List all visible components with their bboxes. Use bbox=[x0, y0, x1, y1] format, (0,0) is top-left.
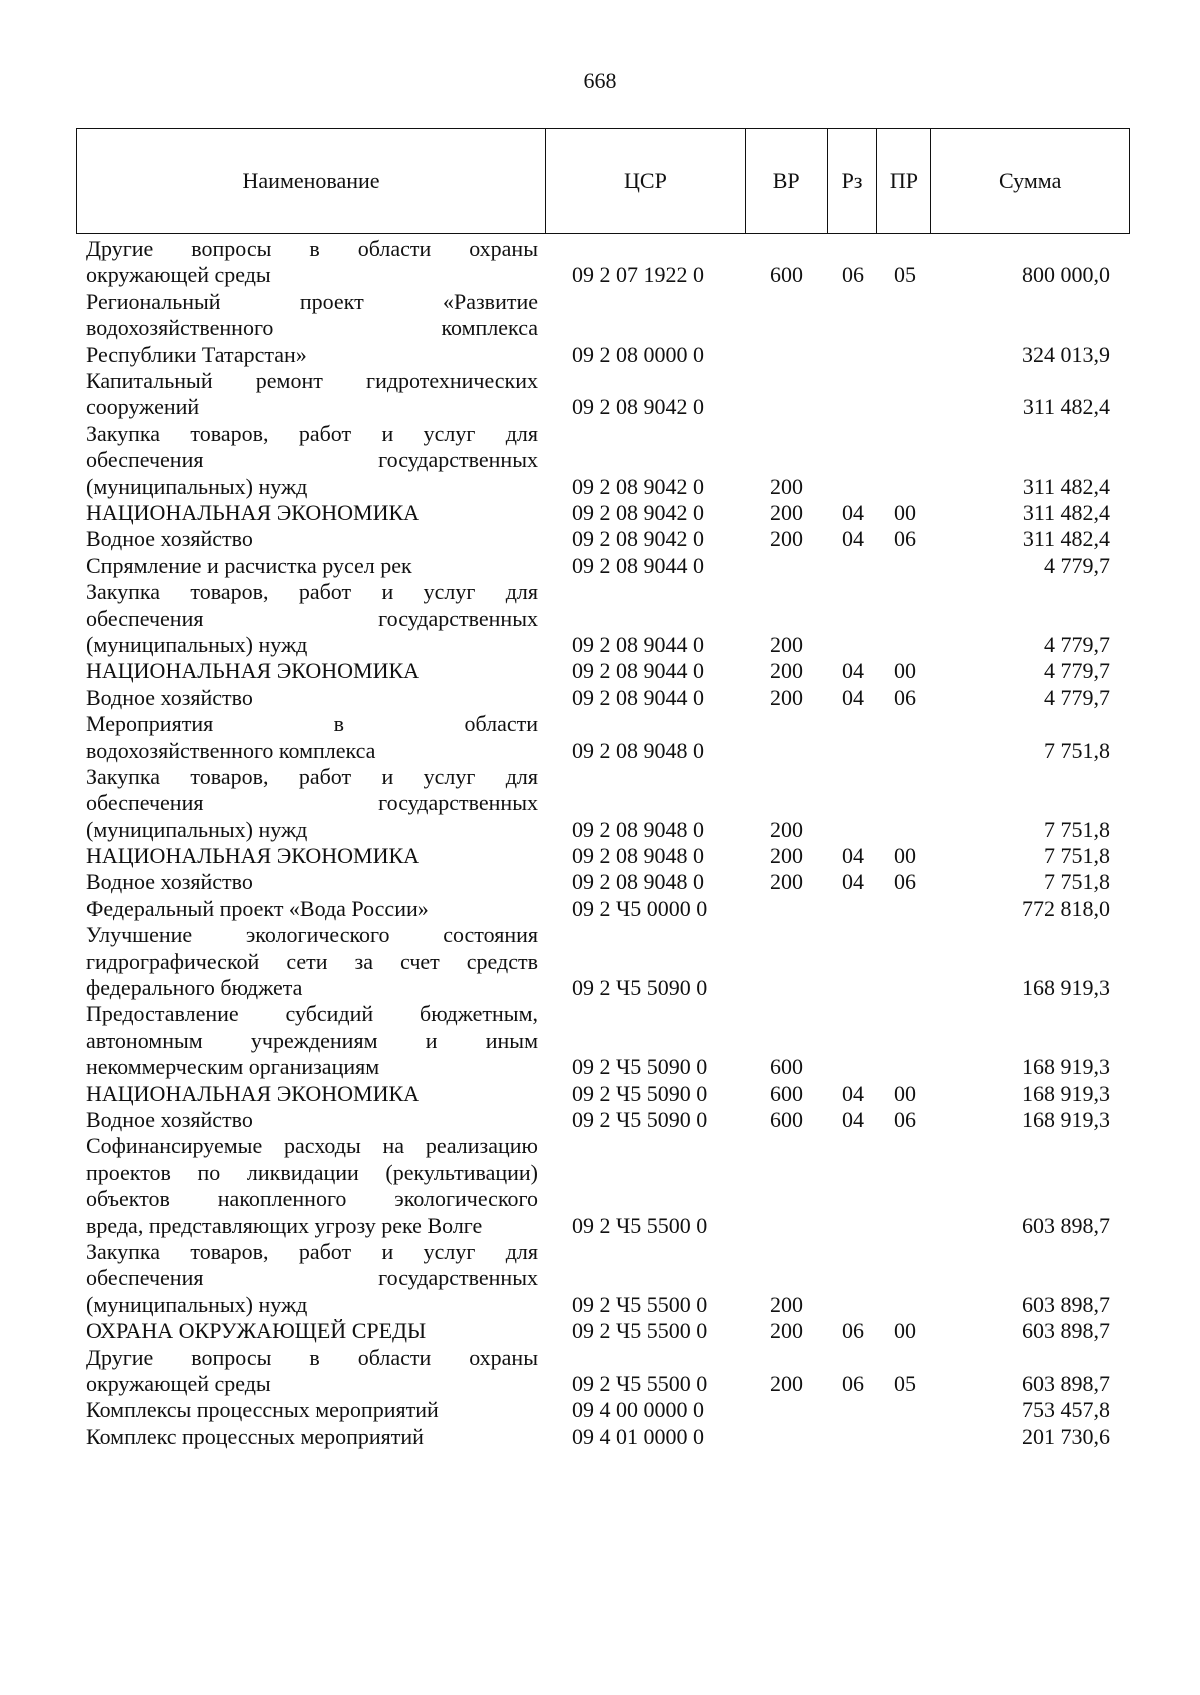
row-name-line: НАЦИОНАЛЬНАЯ ЭКОНОМИКА bbox=[86, 499, 420, 525]
row-vr: 200 bbox=[770, 843, 803, 869]
row-sum: 324 013,9 bbox=[1022, 341, 1110, 367]
row-name-line: (муниципальных) нужд bbox=[86, 1291, 308, 1317]
row-name-line: обеспечения государственных bbox=[86, 790, 538, 816]
row-name-line: водохозяйственного комплекса bbox=[86, 737, 376, 763]
header-pr: ПР bbox=[877, 129, 931, 233]
row-csr: 09 4 00 0000 0 bbox=[572, 1397, 704, 1423]
table-row bbox=[0, 1397, 1200, 1423]
row-rz: 04 bbox=[842, 499, 864, 525]
row-name-line: Водное хозяйство bbox=[86, 1107, 253, 1133]
row-vr: 200 bbox=[770, 526, 803, 552]
row-rz: 04 bbox=[842, 1107, 864, 1133]
row-sum: 168 919,3 bbox=[1022, 1107, 1110, 1133]
row-name bbox=[86, 1081, 538, 1107]
table-row bbox=[0, 579, 1200, 658]
row-sum: 168 919,3 bbox=[1022, 1080, 1110, 1106]
row-rz: 04 bbox=[842, 684, 864, 710]
row-vr: 200 bbox=[770, 473, 803, 499]
table-row bbox=[0, 1318, 1200, 1344]
row-name-line: Региональный проект «Развитие bbox=[86, 288, 538, 314]
row-csr: 09 2 08 9048 0 bbox=[572, 843, 704, 869]
table-row bbox=[0, 685, 1200, 711]
row-csr: 09 2 08 9048 0 bbox=[572, 869, 704, 895]
row-name bbox=[86, 685, 538, 711]
row-pr: 00 bbox=[894, 1318, 916, 1344]
table-row bbox=[0, 1345, 1200, 1398]
row-name-line: Другие вопросы в области охраны bbox=[86, 1344, 538, 1370]
row-pr: 00 bbox=[894, 843, 916, 869]
table-row bbox=[0, 1239, 1200, 1318]
row-name bbox=[86, 843, 538, 869]
row-name-line: некоммерческим организациям bbox=[86, 1054, 380, 1080]
row-sum: 4 779,7 bbox=[1044, 552, 1110, 578]
row-vr: 600 bbox=[770, 1080, 803, 1106]
row-name bbox=[86, 1345, 538, 1398]
row-sum: 7 751,8 bbox=[1044, 737, 1110, 763]
row-name-line: НАЦИОНАЛЬНАЯ ЭКОНОМИКА bbox=[86, 843, 420, 869]
row-pr: 06 bbox=[894, 526, 916, 552]
page-number: 668 bbox=[583, 68, 617, 93]
row-rz: 06 bbox=[842, 1370, 864, 1396]
table-row bbox=[0, 1424, 1200, 1450]
row-sum: 603 898,7 bbox=[1022, 1291, 1110, 1317]
row-rz: 04 bbox=[842, 843, 864, 869]
row-csr: 09 2 08 9044 0 bbox=[572, 631, 704, 657]
row-name bbox=[86, 922, 538, 1001]
row-sum: 7 751,8 bbox=[1044, 843, 1110, 869]
row-rz: 04 bbox=[842, 1080, 864, 1106]
row-name bbox=[86, 711, 538, 764]
row-sum: 311 482,4 bbox=[1022, 526, 1110, 552]
row-name-line: объектов накопленного экологического bbox=[86, 1186, 538, 1212]
table-row bbox=[0, 896, 1200, 922]
row-csr: 09 2 08 0000 0 bbox=[572, 341, 704, 367]
row-name bbox=[86, 896, 538, 922]
row-rz: 04 bbox=[842, 658, 864, 684]
row-csr: 09 2 Ч5 0000 0 bbox=[572, 895, 708, 921]
row-name-line: сооружений bbox=[86, 394, 200, 420]
row-name-line: Софинансируемые расходы на реализацию bbox=[86, 1133, 538, 1159]
row-csr: 09 2 08 9044 0 bbox=[572, 552, 704, 578]
row-csr: 09 2 08 9048 0 bbox=[572, 816, 704, 842]
row-name-line: Закупка товаров, работ и услуг для bbox=[86, 763, 538, 789]
row-sum: 311 482,4 bbox=[1022, 473, 1110, 499]
table-row bbox=[0, 421, 1200, 500]
row-name-line: окружающей среды bbox=[86, 262, 271, 288]
row-name-line: Водное хозяйство bbox=[86, 869, 253, 895]
row-name-line: проектов по ликвидации (рекультивации) bbox=[86, 1159, 538, 1185]
row-name bbox=[86, 289, 538, 368]
row-pr: 05 bbox=[894, 262, 916, 288]
row-rz: 04 bbox=[842, 869, 864, 895]
row-csr: 09 2 Ч5 5500 0 bbox=[572, 1212, 708, 1238]
table-body bbox=[0, 236, 1200, 1450]
row-vr: 200 bbox=[770, 684, 803, 710]
row-vr: 200 bbox=[770, 631, 803, 657]
row-csr: 09 2 Ч5 5090 0 bbox=[572, 975, 708, 1001]
row-vr: 200 bbox=[770, 816, 803, 842]
row-csr: 09 2 08 9042 0 bbox=[572, 394, 704, 420]
row-csr: 09 2 Ч5 5090 0 bbox=[572, 1080, 708, 1106]
table-row bbox=[0, 1133, 1200, 1239]
row-name-line: Закупка товаров, работ и услуг для bbox=[86, 420, 538, 446]
row-name-line: Комплекс процессных мероприятий bbox=[86, 1423, 424, 1449]
table-row bbox=[0, 711, 1200, 764]
row-csr: 09 2 08 9042 0 bbox=[572, 499, 704, 525]
row-name-line: водохозяйственного комплекса bbox=[86, 315, 538, 341]
table-row bbox=[0, 764, 1200, 843]
row-pr: 00 bbox=[894, 499, 916, 525]
row-name bbox=[86, 579, 538, 658]
row-name bbox=[86, 1239, 538, 1318]
header-sum: Сумма bbox=[999, 168, 1062, 193]
row-sum: 603 898,7 bbox=[1022, 1318, 1110, 1344]
table-row bbox=[0, 500, 1200, 526]
row-name-line: гидрографической сети за счет средств bbox=[86, 948, 538, 974]
header-vr: ВР bbox=[746, 129, 828, 233]
row-sum: 4 779,7 bbox=[1044, 684, 1110, 710]
row-name-line: Предоставление субсидий бюджетным, bbox=[86, 1001, 538, 1027]
row-csr: 09 4 01 0000 0 bbox=[572, 1423, 704, 1449]
table-row bbox=[0, 843, 1200, 869]
row-pr: 00 bbox=[894, 658, 916, 684]
row-sum: 201 730,6 bbox=[1022, 1423, 1110, 1449]
table-row bbox=[0, 526, 1200, 552]
row-sum: 603 898,7 bbox=[1022, 1212, 1110, 1238]
row-name-line: Республики Татарстан» bbox=[86, 341, 307, 367]
row-sum: 311 482,4 bbox=[1022, 394, 1110, 420]
row-name bbox=[86, 658, 538, 684]
row-name-line: Водное хозяйство bbox=[86, 684, 253, 710]
row-name-line: Другие вопросы в области охраны bbox=[86, 236, 538, 261]
row-sum: 7 751,8 bbox=[1044, 816, 1110, 842]
row-csr: 09 2 Ч5 5090 0 bbox=[572, 1107, 708, 1133]
row-csr: 09 2 08 9044 0 bbox=[572, 658, 704, 684]
row-csr: 09 2 Ч5 5500 0 bbox=[572, 1291, 708, 1317]
row-name bbox=[86, 368, 538, 421]
row-name-line: Капитальный ремонт гидротехнических bbox=[86, 367, 538, 393]
table-row bbox=[0, 1001, 1200, 1080]
row-name bbox=[86, 1318, 538, 1344]
row-name bbox=[86, 1107, 538, 1133]
row-name-line: (муниципальных) нужд bbox=[86, 631, 308, 657]
row-sum: 7 751,8 bbox=[1044, 869, 1110, 895]
row-vr: 200 bbox=[770, 499, 803, 525]
row-name bbox=[86, 526, 538, 552]
row-rz: 06 bbox=[842, 262, 864, 288]
row-name-line: Федеральный проект «Вода России» bbox=[86, 895, 429, 921]
table-row bbox=[0, 368, 1200, 421]
row-vr: 200 bbox=[770, 1318, 803, 1344]
row-vr: 600 bbox=[770, 1054, 803, 1080]
row-name bbox=[86, 421, 538, 500]
row-name bbox=[86, 553, 538, 579]
row-name-line: Спрямление и расчистка русел рек bbox=[86, 552, 412, 578]
row-sum: 753 457,8 bbox=[1022, 1397, 1110, 1423]
row-vr: 200 bbox=[770, 1291, 803, 1317]
row-sum: 800 000,0 bbox=[1022, 262, 1110, 288]
row-name-line: федерального бюджета bbox=[86, 975, 303, 1001]
row-sum: 4 779,7 bbox=[1044, 631, 1110, 657]
row-pr: 00 bbox=[894, 1080, 916, 1106]
row-csr: 09 2 Ч5 5500 0 bbox=[572, 1370, 708, 1396]
row-pr: 06 bbox=[894, 684, 916, 710]
row-sum: 168 919,3 bbox=[1022, 975, 1110, 1001]
row-csr: 09 2 07 1922 0 bbox=[572, 262, 704, 288]
table-header bbox=[76, 128, 1130, 234]
row-csr: 09 2 Ч5 5500 0 bbox=[572, 1318, 708, 1344]
row-name-line: Закупка товаров, работ и услуг для bbox=[86, 1239, 538, 1265]
row-name-line: обеспечения государственных bbox=[86, 605, 538, 631]
row-pr: 05 bbox=[894, 1370, 916, 1396]
row-name-line: Улучшение экологического состояния bbox=[86, 922, 538, 948]
header-name: Наименование bbox=[77, 129, 546, 233]
table-row bbox=[0, 658, 1200, 684]
row-name-line: Закупка товаров, работ и услуг для bbox=[86, 579, 538, 605]
table-row bbox=[0, 236, 1200, 289]
row-name-line: обеспечения государственных bbox=[86, 1265, 538, 1291]
row-name-line: окружающей среды bbox=[86, 1371, 271, 1396]
header-csr: ЦСР bbox=[546, 129, 746, 233]
row-name bbox=[86, 1001, 538, 1080]
row-pr: 06 bbox=[894, 869, 916, 895]
row-name-line: Водное хозяйство bbox=[86, 526, 253, 552]
row-name bbox=[86, 1424, 538, 1450]
table-row bbox=[0, 289, 1200, 368]
row-csr: 09 2 Ч5 5090 0 bbox=[572, 1054, 708, 1080]
row-name bbox=[86, 1397, 538, 1423]
row-vr: 600 bbox=[770, 1107, 803, 1133]
table-row bbox=[0, 1081, 1200, 1107]
row-vr: 200 bbox=[770, 658, 803, 684]
row-sum: 603 898,7 bbox=[1022, 1370, 1110, 1396]
table-row bbox=[0, 869, 1200, 895]
row-sum: 4 779,7 bbox=[1044, 658, 1110, 684]
row-name-line: НАЦИОНАЛЬНАЯ ЭКОНОМИКА bbox=[86, 1080, 420, 1106]
row-csr: 09 2 08 9042 0 bbox=[572, 473, 704, 499]
row-vr: 200 bbox=[770, 1370, 803, 1396]
row-name bbox=[86, 500, 538, 526]
row-csr: 09 2 08 9044 0 bbox=[572, 684, 704, 710]
row-name-line: (муниципальных) нужд bbox=[86, 473, 308, 499]
row-name-line: Мероприятия в области bbox=[86, 711, 538, 737]
row-name-line: обеспечения государственных bbox=[86, 447, 538, 473]
row-rz: 04 bbox=[842, 526, 864, 552]
row-name-line: Комплексы процессных мероприятий bbox=[86, 1397, 439, 1423]
row-name-line: (муниципальных) нужд bbox=[86, 816, 308, 842]
row-name-line: НАЦИОНАЛЬНАЯ ЭКОНОМИКА bbox=[86, 658, 420, 684]
row-pr: 06 bbox=[894, 1107, 916, 1133]
header-rz: Рз bbox=[828, 129, 878, 233]
row-name bbox=[86, 1133, 538, 1239]
row-csr: 09 2 08 9048 0 bbox=[572, 737, 704, 763]
row-name-line: автономным учреждениям и иным bbox=[86, 1027, 538, 1053]
table-row bbox=[0, 1107, 1200, 1133]
row-sum: 772 818,0 bbox=[1022, 895, 1110, 921]
table-row bbox=[0, 922, 1200, 1001]
row-rz: 06 bbox=[842, 1318, 864, 1344]
row-name bbox=[86, 764, 538, 843]
row-vr: 600 bbox=[770, 262, 803, 288]
table-row bbox=[0, 553, 1200, 579]
row-name-line: вреда, представляющих угрозу реке Волге bbox=[86, 1212, 483, 1238]
row-name bbox=[86, 236, 538, 289]
row-sum: 311 482,4 bbox=[1022, 499, 1110, 525]
row-vr: 200 bbox=[770, 869, 803, 895]
row-name bbox=[86, 869, 538, 895]
row-name-line: ОХРАНА ОКРУЖАЮЩЕЙ СРЕДЫ bbox=[86, 1318, 427, 1344]
row-sum: 168 919,3 bbox=[1022, 1054, 1110, 1080]
row-csr: 09 2 08 9042 0 bbox=[572, 526, 704, 552]
